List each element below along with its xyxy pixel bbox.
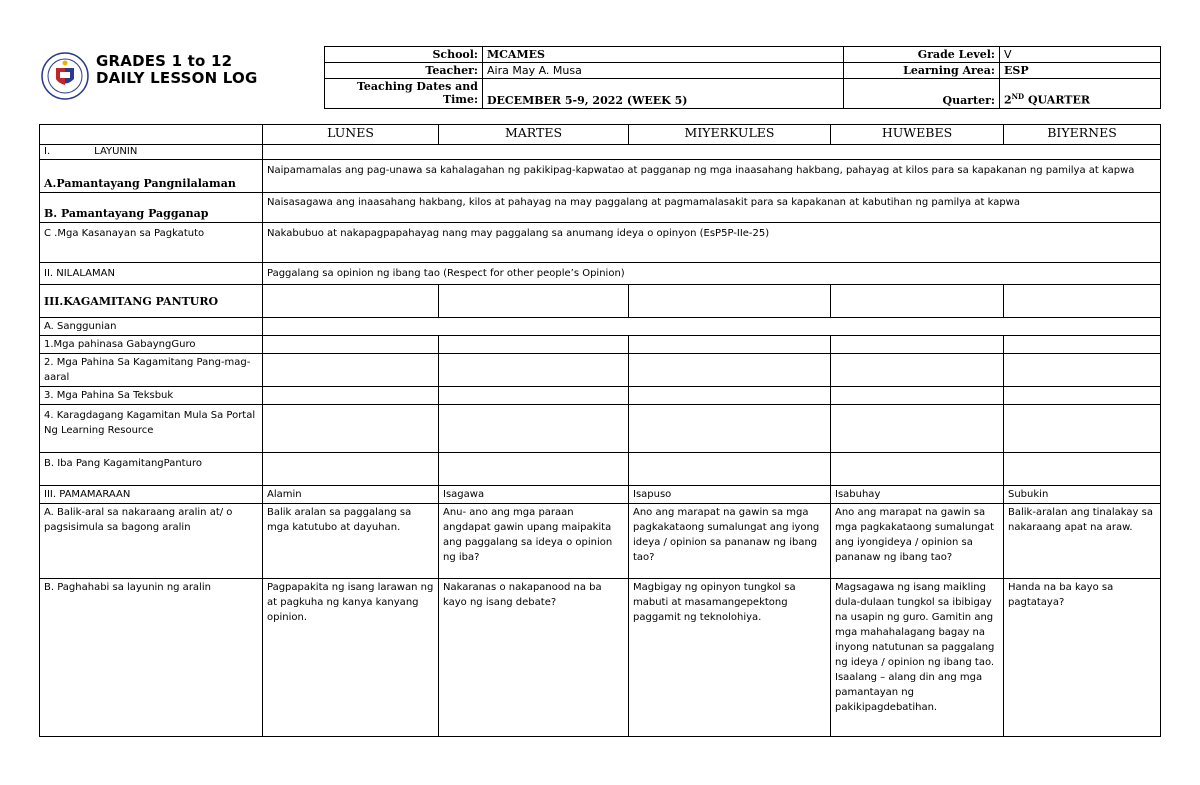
nilalaman-text: Paggalang sa opinion ng ibang tao (Respect for other people’s Opinion): [263, 263, 1161, 285]
quarter-value: [1000, 79, 1161, 109]
iba-pang-cell-2: [439, 453, 629, 486]
kagamitang-cell-5: [1004, 354, 1161, 387]
gabay-guro-row: [40, 336, 1161, 354]
layunin-row: [40, 145, 1161, 160]
kagamitang-cell-2: [439, 354, 629, 387]
sanggunian-label: A. Sanggunian: [40, 318, 263, 336]
paghahabi-row: [40, 579, 1161, 737]
pamantayang-pangnilalaman-label: A.Pamantayang Pangnilalaman: [40, 160, 263, 193]
learning-resource-cell-3: [629, 405, 831, 453]
learning-resource-cell-1: [263, 405, 439, 453]
teaching-dates-label-line-1: Teaching Dates and: [356, 80, 478, 93]
kasanayan-label: C .Mga Kasanayan sa Pagkatuto: [40, 223, 263, 263]
kagamitan-cell-3: [629, 285, 831, 318]
title-line-2: DAILY LESSON LOG: [96, 69, 258, 87]
learning-resource-cell-5: [1004, 405, 1161, 453]
teaching-dates-label-line-2: Time:: [442, 93, 478, 106]
gabay-guro-cell-2: [439, 336, 629, 354]
paghahabi-lunes: Pagpapakita ng isang larawan ng at pagkuha ng kanya kanyang opinion.: [263, 579, 439, 737]
teaching-dates-value: DECEMBER 5-9, 2022 (WEEK 5): [483, 79, 844, 109]
teksbuk-label: 3. Mga Pahina Sa Teksbuk: [40, 387, 263, 405]
learning-resource-cell-4: [831, 405, 1004, 453]
day-header-blank: [40, 125, 263, 145]
grade-level-label: Grade Level:: [844, 47, 1000, 63]
nilalaman-row: [40, 263, 1161, 285]
teksbuk-cell-4: [831, 387, 1004, 405]
quarter-label: Quarter:: [844, 79, 1000, 109]
iba-pang-cell-1: [263, 453, 439, 486]
learning-resource-label: 4. Karagdagang Kagamitan Mula Sa Portal Ng Learning Resource: [40, 405, 263, 453]
school-label: School:: [325, 47, 483, 63]
learning-area-value: ESP: [1000, 63, 1161, 79]
iba-pang-cell-5: [1004, 453, 1161, 486]
gabay-guro-cell-1: [263, 336, 439, 354]
pamantayang-pagganap-row: [40, 193, 1161, 223]
pamantayang-pagganap-label: B. Pamantayang Pagganap: [40, 193, 263, 223]
kagamitan-cell-5: [1004, 285, 1161, 318]
phase-isabuhay: Isabuhay: [831, 486, 1004, 504]
teksbuk-cell-1: [263, 387, 439, 405]
kagamitang-pang-mag-aaral-label: 2. Mga Pahina Sa Kagamitang Pang-mag-aaral: [40, 354, 263, 387]
gabay-guro-cell-4: [831, 336, 1004, 354]
day-huwebes: HUWEBES: [831, 125, 1004, 145]
sanggunian-blank: [263, 318, 1161, 336]
layunin-blank: [263, 145, 1161, 160]
paghahabi-biyernes: Handa na ba kayo sa pagtataya?: [1004, 579, 1161, 737]
header-info-table: [324, 46, 1161, 109]
teksbuk-row: [40, 387, 1161, 405]
pamamaraan-row: [40, 486, 1161, 504]
paghahabi-miyerkules: Magbigay ng opinyon tungkol sa mabuti at masamangepektong paggamit ng teknolohiya.: [629, 579, 831, 737]
teacher-value: Aira May A. Musa: [483, 63, 844, 79]
kagamitan-cell-4: [831, 285, 1004, 318]
learning-area-label: Learning Area:: [844, 63, 1000, 79]
phase-subukin: Subukin: [1004, 486, 1161, 504]
nilalaman-label: II. NILALAMAN: [40, 263, 263, 285]
balik-aral-lunes: Balik aralan sa paggalang sa mga katutubo at dayuhan.: [263, 504, 439, 579]
quarter-text: QUARTER: [1024, 94, 1090, 107]
gabay-guro-cell-5: [1004, 336, 1161, 354]
day-miyerkules: MIYERKULES: [629, 125, 831, 145]
teksbuk-cell-2: [439, 387, 629, 405]
paghahabi-label: B. Paghahabi sa layunin ng aralin: [40, 579, 263, 737]
layunin-number: I.: [44, 146, 51, 157]
balik-aral-label: A. Balik-aral sa nakaraang aralin at/ o pagsisimula sa bagong aralin: [40, 504, 263, 579]
balik-aral-huwebes: Ano ang marapat na gawin sa mga pagkakataong sumalungat ang iyongideya / opinion sa pananaw ng ibang tao?: [831, 504, 1004, 579]
quarter-suffix: ND: [1011, 92, 1025, 102]
balik-aral-miyerkules: Ano ang marapat na gawin sa mga pagkakataong sumalungat ang iyong ideya / opinion sa pananaw ng ibang tao?: [629, 504, 831, 579]
learning-resource-cell-2: [439, 405, 629, 453]
iba-pang-cell-4: [831, 453, 1004, 486]
iba-pang-kagamitan-row: [40, 453, 1161, 486]
kasanayan-row: [40, 223, 1161, 263]
document-title: [96, 53, 258, 87]
kasanayan-text: Nakabubuo at nakapagpapahayag nang may paggalang sa anumang ideya o opinyon (EsP5P-IIe-25): [263, 223, 1161, 263]
kagamitan-cell-2: [439, 285, 629, 318]
day-martes: MARTES: [439, 125, 629, 145]
balik-aral-martes: Anu- ano ang mga paraan angdapat gawin upang maipakita ang paggalang sa ideya o opinion ng iba?: [439, 504, 629, 579]
iba-pang-cell-3: [629, 453, 831, 486]
layunin-label: [40, 145, 263, 160]
pamantayang-pagganap-text: Naisasagawa ang inaasahang hakbang, kilos at pahayag na may paggalang at pagmamalasakit para sa kapakanan at kabutihan ng pamilya at kapwa: [263, 193, 1161, 223]
pamantayang-pangnilalaman-text: Naipamamalas ang pag-unawa sa kahalagahan ng pakikipag-kapwatao at pagganap ng mga inaasahang hakbang, pahayag at kilos para sa kapakanan ng pamilya at kapwa: [263, 160, 1161, 193]
teacher-label: Teacher:: [325, 63, 483, 79]
teksbuk-cell-5: [1004, 387, 1161, 405]
kagamitan-row: [40, 285, 1161, 318]
kagamitang-cell-1: [263, 354, 439, 387]
balik-aral-biyernes: Balik-aralan ang tinalakay sa nakaraang apat na araw.: [1004, 504, 1161, 579]
phase-alamin: Alamin: [263, 486, 439, 504]
iba-pang-kagamitan-label: B. Iba Pang KagamitangPanturo: [40, 453, 263, 486]
day-biyernes: BIYERNES: [1004, 125, 1161, 145]
layunin-title: LAYUNIN: [94, 146, 138, 157]
teaching-dates-label: [325, 79, 483, 109]
day-header-row: [40, 125, 1161, 145]
kagamitang-cell-4: [831, 354, 1004, 387]
phase-isagawa: Isagawa: [439, 486, 629, 504]
phase-isapuso: Isapuso: [629, 486, 831, 504]
deped-seal-icon: [40, 46, 90, 106]
kagamitang-cell-3: [629, 354, 831, 387]
balik-aral-row: [40, 504, 1161, 579]
kagamitang-pang-mag-aaral-row: [40, 354, 1161, 387]
kagamitan-label: III.KAGAMITANG PANTURO: [40, 285, 263, 318]
grade-level-value: V: [1000, 47, 1161, 63]
paghahabi-martes: Nakaranas o nakapanood na ba kayo ng isang debate?: [439, 579, 629, 737]
school-value: MCAMES: [483, 47, 844, 63]
paghahabi-huwebes: Magsagawa ng isang maikling dula-dulaan tungkol sa ibibigay na usapin ng guro. Gamitin ang mga mahahalagang bagay na inyong natutunan sa paggalang ng ideya / opinion ng ibang tao. Isaalang – alang din ang mga pamantayan ng pakikipagdebatihan.: [831, 579, 1004, 737]
title-line-1: GRADES 1 to 12: [96, 52, 233, 70]
gabay-guro-cell-3: [629, 336, 831, 354]
kagamitan-cell-1: [263, 285, 439, 318]
sanggunian-row: [40, 318, 1161, 336]
lesson-log-table: [39, 124, 1161, 737]
learning-resource-row: [40, 405, 1161, 453]
teksbuk-cell-3: [629, 387, 831, 405]
day-lunes: LUNES: [263, 125, 439, 145]
pamamaraan-label: III. PAMAMARAAN: [40, 486, 263, 504]
pamantayang-pangnilalaman-row: [40, 160, 1161, 193]
quarter-number: 2: [1004, 94, 1012, 107]
gabay-guro-label: 1.Mga pahinasa GabayngGuro: [40, 336, 263, 354]
